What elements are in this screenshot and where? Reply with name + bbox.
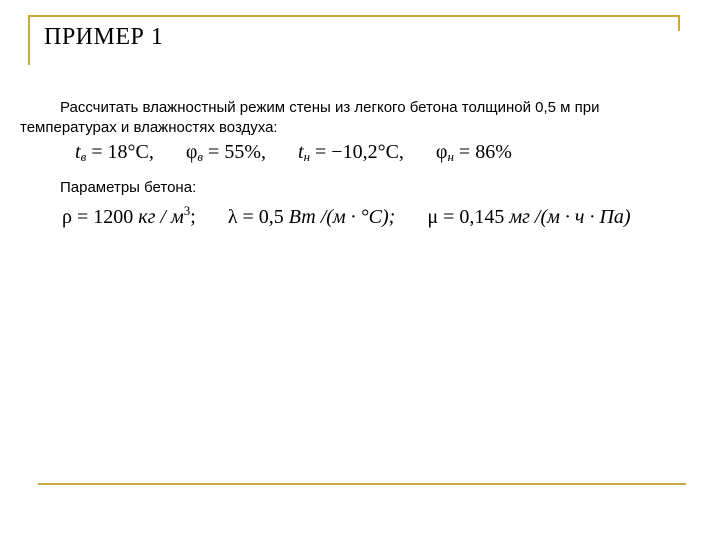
frame-left-rule [28, 15, 30, 65]
air-conditions-formula [75, 141, 512, 165]
t-out-term: $t_н = -10,2^\circ C$, [298, 141, 404, 164]
conductivity-term: λ = 0,5 Вт /(м · °С); [227, 206, 396, 228]
slide-title: ПРИМЕР 1 [44, 24, 164, 50]
phi-out-term: $\varphi_н = 86\%$ [435, 141, 512, 164]
frame-right-rule [678, 15, 680, 31]
t-in-term: $t_в = 18^\circ C$, [75, 141, 154, 164]
concrete-params-label: Параметры бетона: [60, 179, 197, 196]
problem-statement: Рассчитать влажностный режим стены из легкого бетона толщиной 0,5 м при температурах и влажностях воздуха: [20, 99, 600, 136]
frame-top-rule [28, 15, 678, 17]
phi-in-term: $\varphi_в = 55\%$, [185, 141, 266, 164]
frame-bottom-rule [38, 483, 686, 485]
permeability-term: μ = 0,145 мг /(м · ч · Па) [427, 206, 631, 228]
concrete-params-formula [62, 203, 631, 229]
density-term: ρ = 1200 кг / $м^3$; [62, 203, 196, 228]
